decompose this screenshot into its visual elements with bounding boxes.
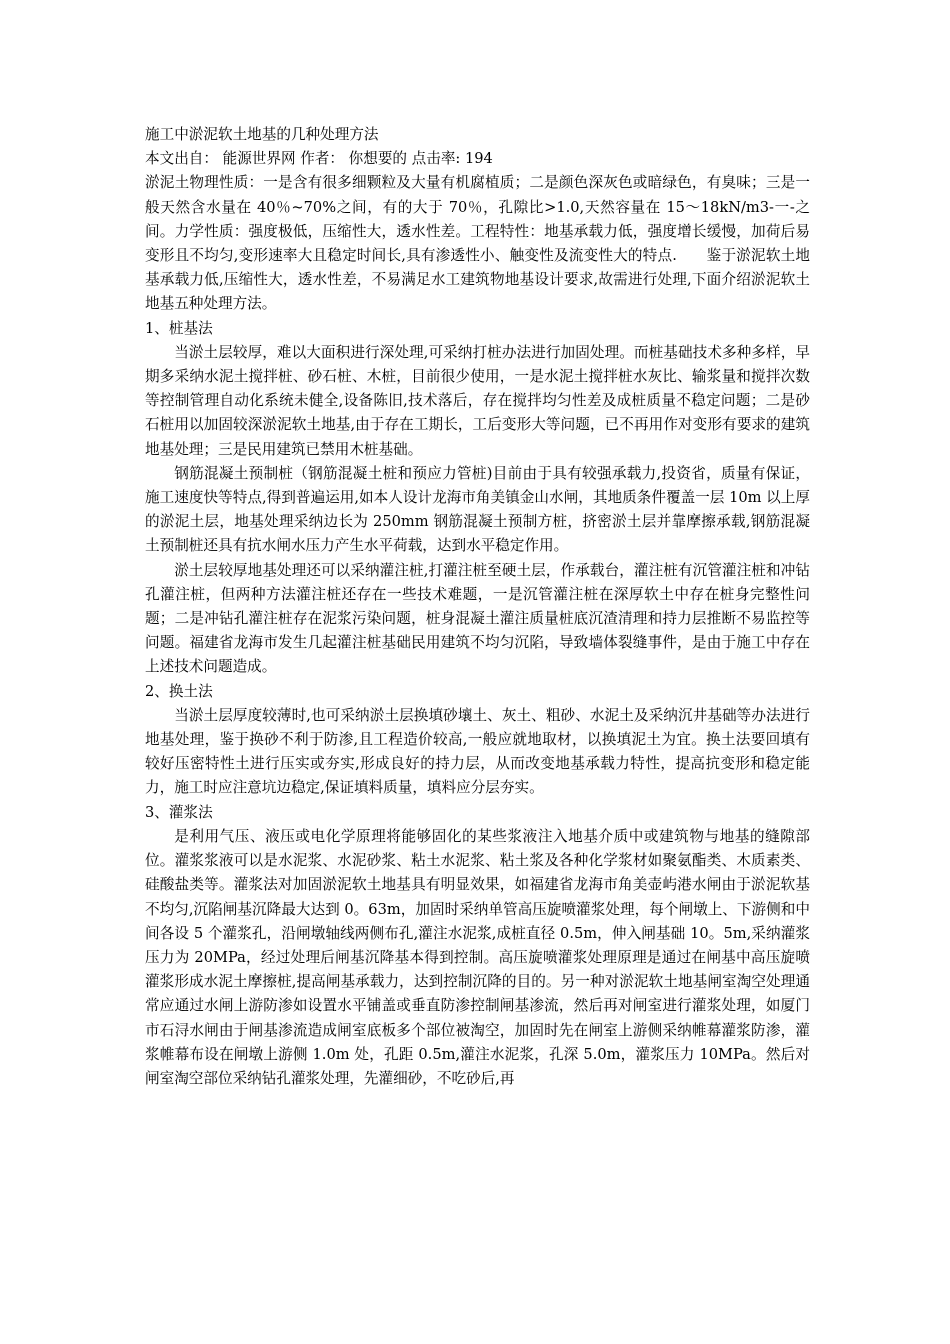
paragraph: 当淤土层较厚，难以大面积进行深处理,可采纳打桩办法进行加固处理。而桩基础技术多种多样，早期多采纳水泥土搅拌桩、砂石桩、木桩，目前很少使用，一是水泥土搅拌桩水灰比、输浆量和搅拌次数等控制管理自动化系统未健全,设备陈旧,技术落后，存在搅拌均匀性差及成桩质量不稳定问题；二是砂石桩用以加固较深淤泥软土地基,由于存在工期长，工后变形大等问题，已不再用作对变形有要求的建筑地基处理；三是民用建筑已禁用木桩基础。 xyxy=(145,343,810,458)
paragraph: 当淤土层厚度较薄时,也可采纳淤土层换填砂壤土、灰土、粗砂、水泥土及采纳沉井基础等办法进行地基处理，鉴于换砂不利于防渗,且工程造价较高,一般应就地取材，以换填泥土为宜。换土法要回填有较好压密特性土进行压实或夯实,形成良好的持力层，从而改变地基承载力特性，提高抗变形和稳定能力，施工时应注意坑边稳定,保证填料质量，填料应分层夯实。 xyxy=(145,706,810,797)
paragraph: 是利用气压、液压或电化学原理将能够固化的某些浆液注入地基介质中或建筑物与地基的缝隙部位。灌浆浆液可以是水泥浆、水泥砂浆、粘土水泥浆、粘土浆及各种化学浆材如聚氨酯类、木质素类、硅酸盐类等。灌浆法对加固淤泥软土地基具有明显效果，如福建省龙海市角美壶屿港水闸由于淤泥软基不均匀,沉陷闸基沉降最大达到 0。63m，加固时采纳单管高压旋喷灌浆处理，每个闸墩上、下游侧和中间各设 5 个灌浆孔，沿闸墩轴线两侧布孔,灌注水泥浆,成桩直径 0.5m，伸入闸基础 10。5m,采纳灌浆压力为 20MPa，经过处理后闸基沉降基本得到控制。高压旋喷灌浆处理原理是通过在闸基中高压旋喷灌浆形成水泥土摩擦桩,提高闸基承载力，达到控制沉降的目的。另一种对淤泥软土地基闸室淘空处理通常应通过水闸上游防渗如设置水平铺盖或垂直防渗控制闸基渗流，然后再对闸室进行灌浆处理，如厦门市石浔水闸由于闸基渗流造成闸室底板多个部位被淘空，加固时先在闸室上游侧采纳帷幕灌浆防渗，灌浆帷幕布设在闸墩上游侧 1.0m 处，孔距 0.5m,灌注水泥浆，孔深 5.0m，灌浆压力 10MPa。然后对闸室淘空部位采纳钻孔灌浆处理，先灌细砂，不吃砂后,再 xyxy=(145,827,810,1087)
section-heading-grouting: 3、灌浆法 xyxy=(145,803,213,821)
paragraph: 淤土层较厚地基处理还可以采纳灌注桩,打灌注桩至硬土层，作承载台，灌注桩有沉管灌注桩和冲钻孔灌注桩，但两种方法灌注桩还存在一些技术难题，一是沉管灌注桩在深厚软土中存在桩身完整性问题；二是冲钻孔灌注桩存在泥浆污染问题，桩身混凝土灌注质量桩底沉渣清理和持力层推断不易监控等问题。福建省龙海市发生几起灌注桩基础民用建筑不均匀沉陷，导致墙体裂缝事件，是由于施工中存在上述技术问题造成。 xyxy=(145,561,810,676)
document-page xyxy=(145,123,810,1091)
paragraph: 钢筋混凝土预制桩（钢筋混凝土桩和预应力管桩)目前由于具有较强承载力,投资省，质量有保证，施工速度快等特点,得到普遍运用,如本人设计龙海市角美镇金山水闸，其地质条件覆盖一层 10m 以上厚的淤泥土层，地基处理采纳边长为 250mm 钢筋混凝土预制方桩，挤密淤土层并靠摩擦承载,钢筋混凝土预制桩还具有抗水闸水压力产生水平荷载，达到水平稳定作用。 xyxy=(145,464,810,555)
article-source-line: 本文出自： 能源世界网 作者： 你想要的 点击率: 194 xyxy=(145,150,493,168)
article-title: 施工中淤泥软土地基的几种处理方法 xyxy=(145,126,379,143)
section-heading-soil-replacement: 2、换土法 xyxy=(145,682,213,700)
intro-paragraph: 淤泥土物理性质：一是含有很多细颗粒及大量有机腐植质；二是颜色深灰色或暗绿色，有臭味；三是一般天然含水量在 40％~70%之间，有的大于 70％，孔隙比>1.0,天然容量在 15～18kN/m3-一-之间。力学性质：强度极低，压缩性大，透水性差。工程特性：地基承载力低，强度增长缓慢，加荷后易变形且不均匀,变形速率大且稳定时间长,具有渗透性小、触变性及流变性大的特点. 鉴于淤泥软土地基承载力低,压缩性大，透水性差，不易满足水工建筑物地基设计要求,故需进行处理,下面介绍淤泥软土地基五种处理方法。 xyxy=(145,174,810,313)
section-heading-pile-foundation: 1、桩基法 xyxy=(145,319,213,337)
